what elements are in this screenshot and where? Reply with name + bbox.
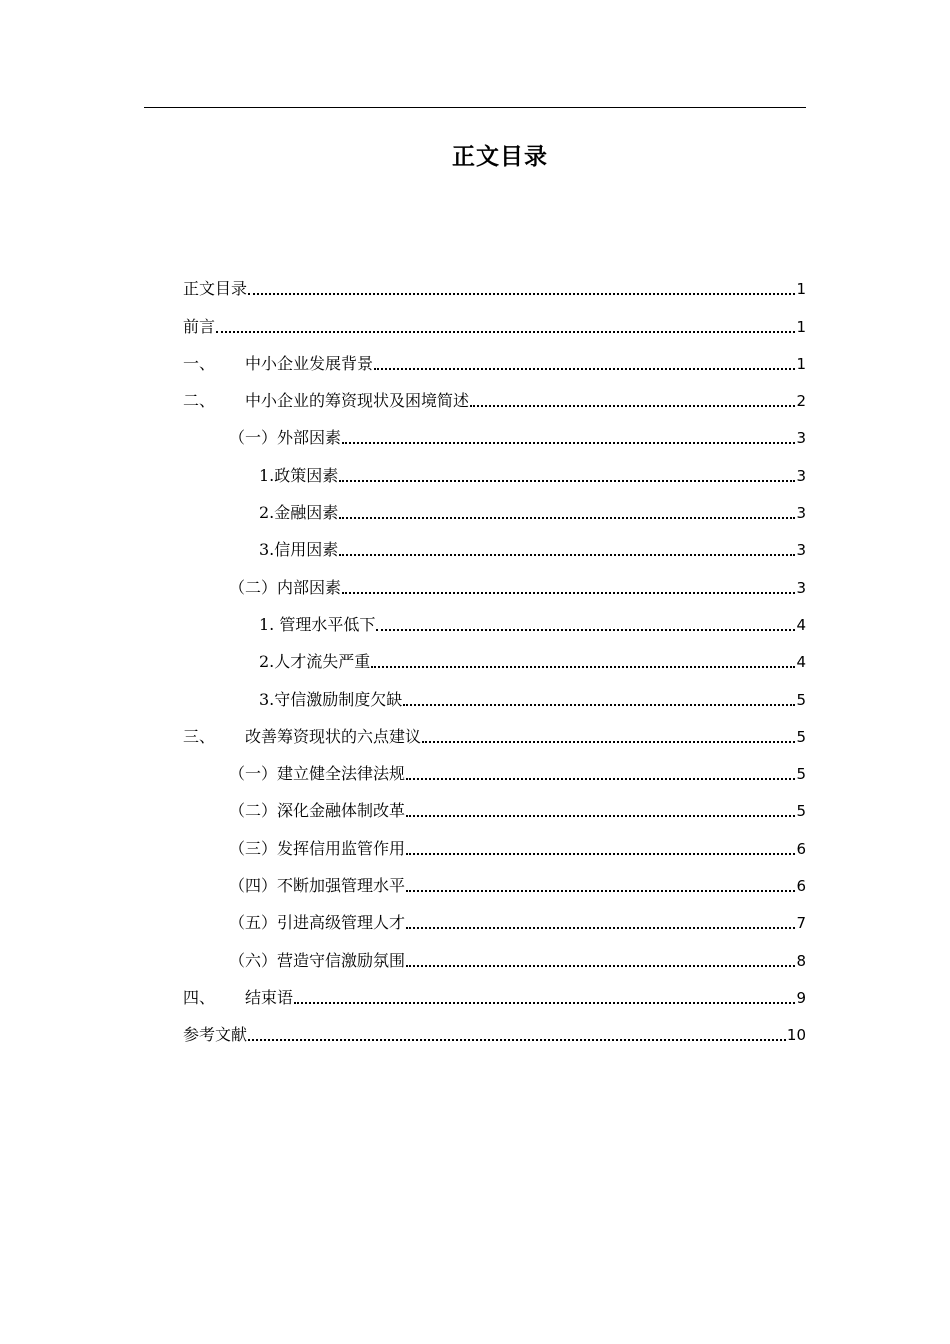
toc-entry-title: （一）外部因素 [229,428,342,448]
toc-entry-page-number: 4 [796,615,806,634]
toc-entry-title: 结束语 [245,987,294,1007]
toc-entry-title: （三）发挥信用监管作用 [229,838,406,858]
toc-dot-leader [371,666,795,668]
toc-entry-page-number: 6 [796,839,806,858]
toc-dot-leader [403,704,795,706]
toc-entry[interactable] [183,598,806,635]
toc-dot-leader [406,927,795,929]
toc-dot-leader [406,965,795,967]
toc-entry-page-number: 3 [796,429,806,448]
toc-entry-page-number: 5 [796,765,806,784]
toc-dot-leader [339,554,795,556]
toc-entry-number: 三、 [183,726,216,746]
toc-entry-title: 3.信用因素 [259,540,339,560]
toc-entry-title: （一）建立健全法律法规 [229,764,406,784]
toc-entry-number: 四、 [183,987,216,1007]
toc-dot-leader [376,629,795,631]
toc-entry[interactable] [183,374,806,411]
toc-dot-leader [339,480,795,482]
toc-entry-title: 前言 [183,316,216,336]
toc-entry[interactable] [183,262,806,299]
toc-entry-title: 中小企业发展背景 [245,353,374,373]
toc-entry-number: 二、 [183,391,216,411]
toc-dot-leader [374,368,795,370]
toc-entry[interactable] [183,971,806,1008]
toc-entry-page-number: 1 [796,354,806,373]
toc-entry[interactable] [183,337,806,374]
toc-dot-leader [248,293,795,295]
toc-entry[interactable] [183,710,806,747]
toc-entry-title: （二）深化金融体制改革 [229,801,406,821]
toc-entry-title: （六）营造守信激励氛围 [229,950,406,970]
toc-entry-title: 参考文献 [183,1025,248,1045]
toc-dot-leader [339,517,795,519]
toc-dot-leader [406,853,795,855]
toc-entry-page-number: 10 [786,1026,806,1045]
toc-entry-page-number: 9 [796,988,806,1007]
toc-dot-leader [470,405,795,407]
toc-entry-title: （二）内部因素 [229,577,342,597]
toc-entry-page-number: 1 [796,317,806,336]
page-title: 正文目录 [452,144,548,170]
toc-dot-leader [406,890,795,892]
toc-entry-title: （四）不断加强管理水平 [229,876,406,896]
toc-entry[interactable] [183,299,806,336]
toc-entry-title: 3.守信激励制度欠缺 [259,689,403,709]
toc-entry[interactable] [183,560,806,597]
toc-entry[interactable] [183,1008,806,1045]
toc-entry-page-number: 3 [796,541,806,560]
toc-entry[interactable] [183,896,806,933]
toc-entry-page-number: 5 [796,802,806,821]
toc-entry-page-number: 3 [796,504,806,523]
toc-entry-page-number: 2 [796,392,806,411]
toc-entry[interactable] [183,747,806,784]
toc-entry[interactable] [183,821,806,858]
toc-entry-page-number: 8 [796,951,806,970]
toc-entry-page-number: 6 [796,877,806,896]
toc-entry[interactable] [183,523,806,560]
toc-entry[interactable] [183,784,806,821]
header-rule [144,107,806,108]
toc-entry-page-number: 3 [796,578,806,597]
toc-entry-page-number: 5 [796,690,806,709]
toc-entry-title: 2.人才流失严重 [259,652,371,672]
toc-entry[interactable] [183,411,806,448]
toc-dot-leader [342,592,795,594]
toc-entry[interactable] [183,486,806,523]
toc-dot-leader [406,778,795,780]
toc-dot-leader [294,1002,795,1004]
toc-entry-title: 1.政策因素 [259,465,339,485]
toc-entry-title: 1. 管理水平低下 [259,614,376,634]
toc-dot-leader [342,442,795,444]
toc-entry-page-number: 1 [796,280,806,299]
toc-entry-page-number: 3 [796,466,806,485]
toc-entry[interactable] [183,933,806,970]
toc-entry-title: 2.金融因素 [259,503,339,523]
toc-entry[interactable] [183,448,806,485]
toc-entry-number: 一、 [183,353,216,373]
toc-entry-page-number: 4 [796,653,806,672]
toc-entry-title: 正文目录 [183,279,248,299]
toc-entry-title: （五）引进高级管理人才 [229,913,406,933]
toc-entry-title: 改善筹资现状的六点建议 [245,726,422,746]
toc-entry[interactable] [183,859,806,896]
toc-dot-leader [406,815,795,817]
toc-entry[interactable] [183,672,806,709]
table-of-contents [183,262,806,1045]
toc-dot-leader [248,1039,786,1041]
toc-entry[interactable] [183,635,806,672]
toc-dot-leader [422,741,795,743]
toc-entry-page-number: 5 [796,727,806,746]
toc-entry-page-number: 7 [796,914,806,933]
toc-entry-title: 中小企业的筹资现状及困境简述 [245,391,470,411]
toc-dot-leader [216,331,795,333]
